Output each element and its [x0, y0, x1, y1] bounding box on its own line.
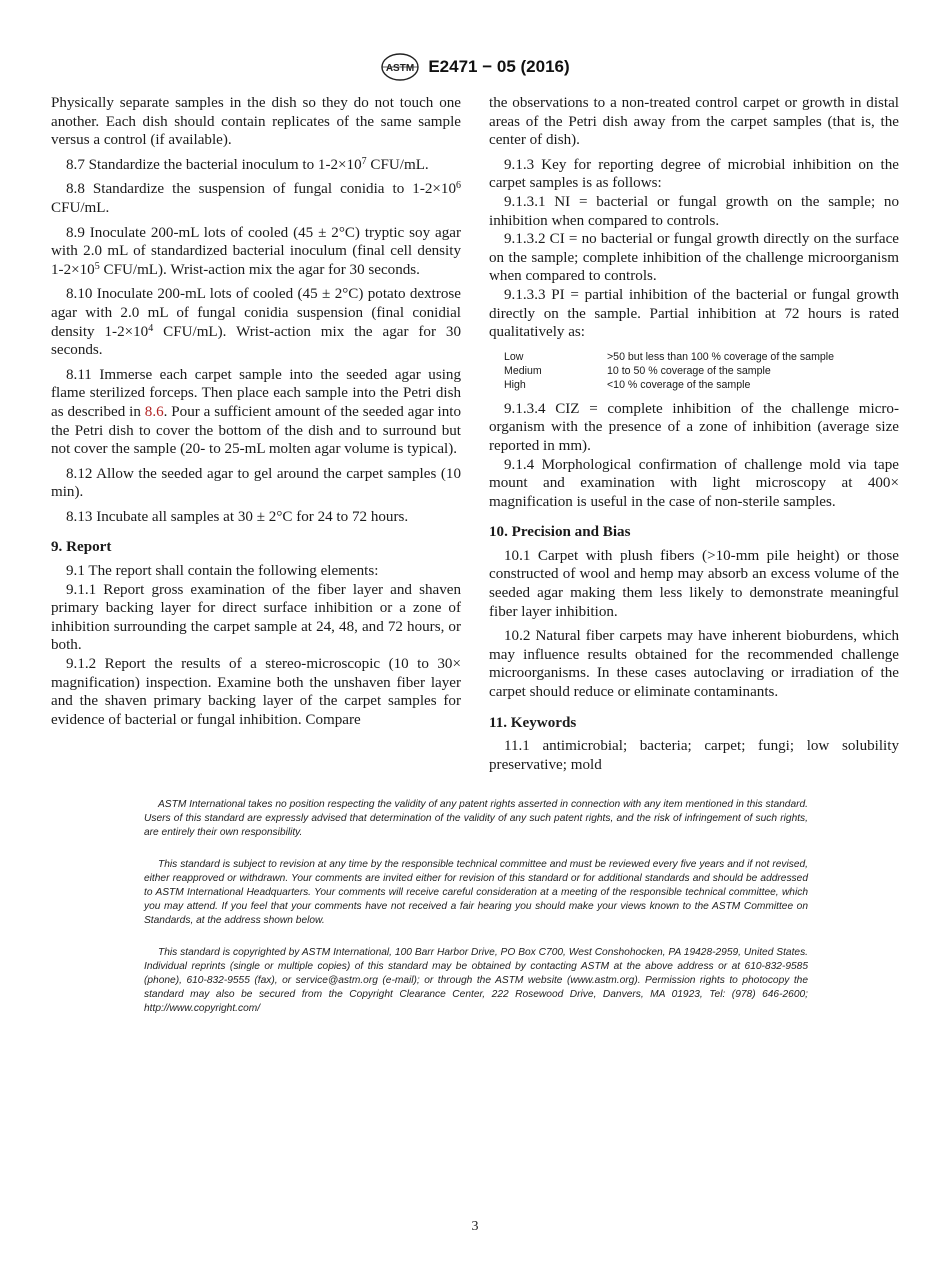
page-number: 3	[471, 1219, 479, 1234]
rating-description: >50 but less than 100 % coverage of the sample	[607, 350, 835, 363]
paragraph-continuation: Physically separate samples in the dish so they do not touch one another. Each dish should contain replicates of the same sample versus a control (if available).	[51, 95, 461, 149]
paragraph-8-13: 8.13 Incubate all samples at 30 ± 2°C for 24 to 72 hours.	[66, 508, 409, 525]
paragraph-10-2: 10.2 Natural fiber carpets may have inherent bioburdens, which may influence results obtained for the recommended challenge microorganisms. In these cases autoclaving or irradiation of the carpet should reduce or eliminate contaminants.	[489, 628, 899, 701]
section-heading-precision-bias: 10. Precision and Bias	[489, 524, 631, 541]
paragraph-9-1-3: 9.1.3 Key for reporting degree of microbial inhibition on the carpet samples is as follows:	[489, 156, 899, 192]
revision-notice: This standard is subject to revision at any time by the responsible technical committee and must be reviewed every five years and if not revised, either reapproved or withdrawn. Your comments are invited either for revision of this standard or for additional standards and should be addressed to ASTM International Headquarters. Your comments will receive careful consideration at a meeting of the responsible technical committee, which you may attend. If you feel that your comments have not received a fair hearing you should make your views known to the ASTM Committee on Standards, at the address shown below.	[144, 859, 808, 926]
paragraph-9-1-3-2: 9.1.3.2 CI = no bacterial or fungal growth directly on the surface on the sample; complete inhibition of the challenge microorganism when compared to controls.	[489, 231, 899, 285]
astm-logo-icon	[380, 52, 420, 82]
paragraph-9-1-4: 9.1.4 Morphological confirmation of challenge mold via tape mount and examination with light microscopy at 400× magnification is useful in the case of non-sterile samples.	[489, 456, 899, 510]
rating-description: <10 % coverage of the sample	[607, 378, 751, 391]
paragraph-8-8: 8.8 Standardize the suspension of fungal conidia to $1-2\times 10^6$ CFU/mL.	[51, 180, 461, 216]
paragraph-11-1: 11.1 antimicrobial; bacteria; carpet; fungi; low solubility preservative; mold	[489, 738, 899, 773]
section-heading-report: 9. Report	[51, 539, 112, 556]
section-link-8-6[interactable]: 8.6	[144, 403, 164, 420]
paragraph-8-11: 8.11 Immerse each carpet sample into the seeded agar using flame sterilized forceps. Then place each sample into the Petri dish as described in 8.6. Pour a sufficient amount of the seeded agar into the Petri dish to cover the bottom of the dish and to surround but not cover the sample (20- to 25-mL molten agar volume is typical).	[51, 366, 461, 458]
inhibition-rating-table	[504, 350, 899, 392]
paragraph-9-1-3-1: 9.1.3.1 NI = bacterial or fungal growth on the sample; no inhibition when compared to controls.	[489, 193, 899, 229]
astm-logo-text: ASTM	[386, 63, 415, 74]
paragraph-continuation: the observations to a non-treated control carpet or growth in distal areas of the Petri dish away from the carpet samples (that is, the center of dish).	[489, 95, 899, 149]
rating-row	[504, 378, 899, 392]
paragraph-8-12: 8.12 Allow the seeded agar to gel around the carpet samples (10 min).	[51, 465, 461, 501]
patent-notice: ASTM International takes no position respecting the validity of any patent rights asserted in connection with any item mentioned in this standard. Users of this standard are expressly advised that determination of the validity of any such patent rights, and the risk of infringement of such rights, are entirely their own responsibility.	[144, 799, 808, 838]
legal-footer	[144, 798, 808, 1034]
paragraph-8-10: 8.10 Inoculate 200-mL lots of cooled (45 ± 2°C) potato dextrose agar with 2.0 mL of fungal conidia suspension (final conidial density $1-2\times 10^4$ CFU/mL). Wrist-action mix the agar for 30 seconds.	[51, 286, 461, 359]
paragraph-9-1-1: 9.1.1 Report gross examination of the fiber layer and shaven primary backing layer for direct surface inhibition or a zone of inhibition surrounding the carpet sample at 24, 48, and 72 hours, or both.	[51, 581, 461, 654]
rating-level: High	[504, 378, 526, 391]
paragraph-8-7: 8.7 Standardize the bacterial inoculum to $1-2\times 10^7$ CFU/mL.	[66, 155, 429, 173]
rating-row	[504, 350, 899, 364]
rating-row	[504, 364, 899, 378]
paragraph-9-1: 9.1 The report shall contain the following elements:	[66, 563, 379, 580]
paragraph-9-1-2: 9.1.2 Report the results of a stereo-microscopic (10 to 30× magnification) inspection. Examine both the unshaven fiber layer and the shaven primary backing layer of the carpet samples for evidence of bacterial or fungal inhibition. Compare	[51, 656, 461, 728]
right-column	[489, 94, 899, 780]
paragraph-8-9: 8.9 Inoculate 200-mL lots of cooled (45 ± 2°C) tryptic soy agar with 2.0 mL of standardized bacterial inoculum (final cell density $1-2\times 10^5$ CFU/mL). Wrist-action mix the agar for 30 seconds.	[51, 224, 461, 278]
paragraph-9-1-3-4: 9.1.3.4 CIZ = complete inhibition of the challenge micro-organism with the presence of a zone of inhibition (average size reported in mm).	[489, 400, 899, 454]
rating-description: 10 to 50 % coverage of the sample	[607, 364, 771, 377]
rating-level: Medium	[504, 364, 542, 377]
paragraph-9-1-3-3: 9.1.3.3 PI = partial inhibition of the bacterial or fungal growth directly on the sample. Partial inhibition at 72 hours is rated qualitatively as:	[489, 286, 899, 341]
page-header	[0, 52, 950, 88]
paragraph-10-1: 10.1 Carpet with plush fibers (>10-mm pile height) or those constructed of wool and hemp may absorb an excess volume of the seeded agar making them less likely to demonstrate meaningful fiber layer inhibition.	[489, 547, 899, 620]
copyright-notice: This standard is copyrighted by ASTM International, 100 Barr Harbor Drive, PO Box C700, West Conshohocken, PA 19428-2959, United States. Individual reprints (single or multiple copies) of this standard may be obtained by contacting ASTM at the above address or at 610-832-9585 (phone), 610-832-9555 (fax), or service@astm.org (e-mail); or through the ASTM website (www.astm.org). Permission rights to photocopy the standard may also be secured from the Copyright Clearance Center, 222 Rosewood Drive, Danvers, MA 01923, Tel: (978) 646-2600; http://www.copyright.com/	[144, 947, 808, 1014]
rating-level: Low	[504, 350, 524, 363]
standard-designation: E2471 − 05 (2016)	[428, 57, 570, 76]
section-heading-keywords: 11. Keywords	[489, 714, 577, 731]
left-column	[51, 94, 461, 729]
